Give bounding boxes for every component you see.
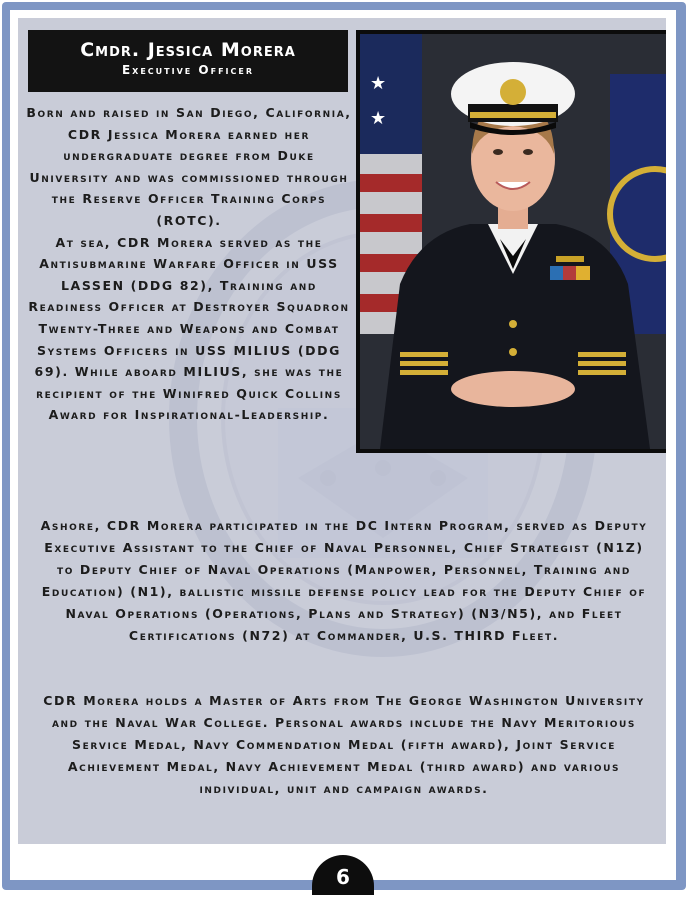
officer-name: Cmdr. Jessica Morera [80, 39, 296, 61]
officer-title: Executive Officer [121, 63, 255, 77]
content-panel [18, 18, 666, 844]
page [10, 10, 676, 889]
bio-paragraph-1 [26, 102, 352, 426]
svg-text:★: ★ [370, 108, 387, 129]
bio-paragraph-3: CDR Morera holds a Master of Arts from The George Washington University and the Naval War College. Personal awards include the Navy Meritorious Service Medal, Navy Commendation Medal (fifth award), Joint Service Achievement Medal, Navy Achievement Medal (third award) and various individual, unit and campaign awards. [43, 693, 645, 796]
page-number: 6 [312, 855, 374, 895]
bio-sea-service: At sea, CDR Morera served as the Antisubmarine Warfare Officer in USS LASSEN (DDG 82), Training and Readiness Officer at Destroyer Squadron Twenty-Three and Weapons and Combat Systems Officers in USS MILIUS (DDG 69). While aboard MILIUS, she was the recipient of the Winifred Quick Collins Award for Inspirational-Leadership. [28, 234, 350, 423]
portrait-photo [356, 30, 666, 453]
name-banner [28, 30, 348, 92]
bio-paragraph-2: Ashore, CDR Morera participated in the DC Intern Program, served as Deputy Executive Assistant to the Chief of Naval Personnel, Chief Strategist (N1Z) to Deputy Chief of Naval Operations (Manpower, Personnel, Training and Education) (N1), ballistic missile defense policy lead for the Deputy Chief of Naval Operations (Operations, Plans and Strategy) (N3/N5), and Fleet Certifications (N72) at Commander, U.S. THIRD Fleet. [40, 518, 648, 643]
svg-text:★: ★ [370, 73, 387, 94]
portrait-illustration [360, 34, 666, 449]
bio-early-life: Born and raised in San Diego, California, CDR Jessica Morera earned her undergraduate degree from Duke University and was commissioned through the Reserve Officer Training Corps (ROTC). [26, 105, 352, 228]
